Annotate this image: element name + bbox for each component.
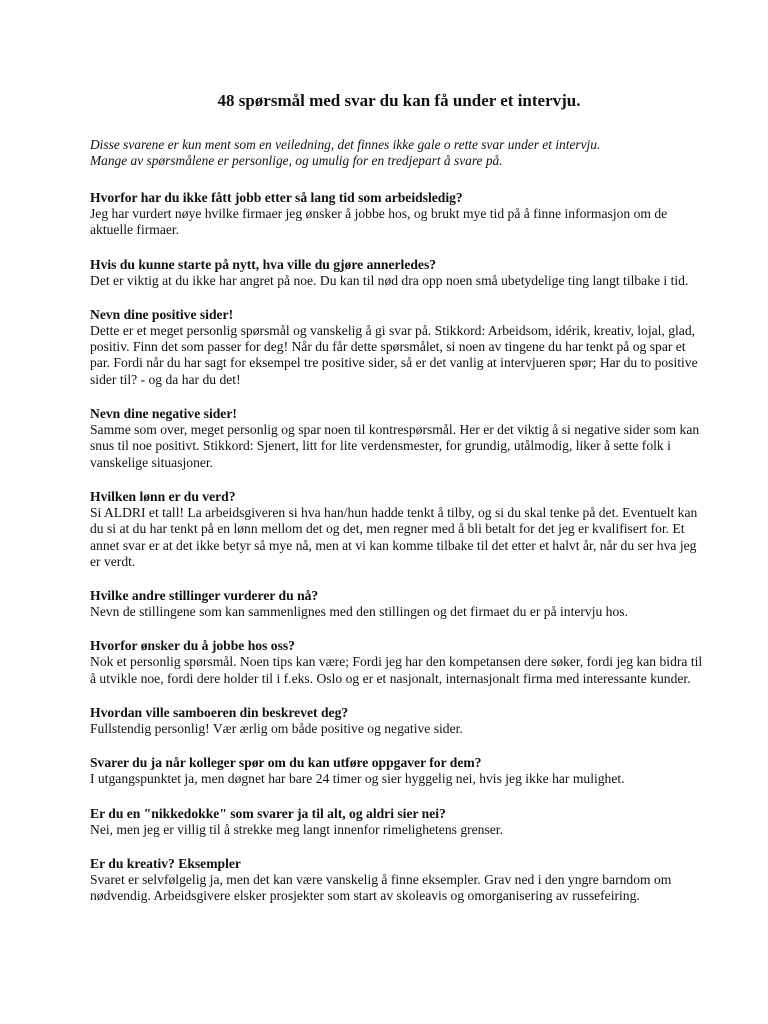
- answer: Dette er et meget personlig spørsmål og vanskelig å gi svar på. Stikkord: Arbeidsom, idérik, kreativ, lojal, glad, positiv. Finn det som passer for deg! Når du får dette spørsmålet, si noen av tingene du har tenkt på og spar et par. Fordi når du har sagt for eksempel tre positive sider, så er det vanlig at intervjueren spør; Har du to positive sider til? - og da har du det!: [90, 322, 698, 387]
- qa-item: [90, 307, 708, 388]
- answer: Fullstendig personlig! Vær ærlig om både positive og negative sider.: [90, 721, 463, 737]
- qa-item: [90, 755, 708, 787]
- question: Hvordan ville samboeren din beskrevet deg?: [90, 705, 349, 721]
- question: Hvis du kunne starte på nytt, hva ville du gjøre annerledes?: [90, 256, 437, 272]
- qa-item: [90, 588, 708, 620]
- question: Svarer du ja når kolleger spør om du kan utføre oppgaver for dem?: [90, 755, 482, 771]
- answer: Nok et personlig spørsmål. Noen tips kan være; Fordi jeg har den kompetansen dere søker, fordi jeg kan bidra til å utvikle noe, fordi dere holder til i f.eks. Oslo og er et nasjonalt, internasjonalt firma med interessante kunder.: [90, 654, 703, 686]
- qa-item: [90, 489, 708, 570]
- answer: Nei, men jeg er villig til å strekke meg langt innenfor rimelighetens grenser.: [90, 821, 503, 837]
- answer: Nevn de stillingene som kan sammenlignes med den stillingen og det firmaet du er på intervju hos.: [90, 604, 628, 620]
- qa-item: [90, 705, 708, 737]
- qa-item: [90, 856, 708, 905]
- answer: Det er viktig at du ikke har angret på noe. Du kan til nød dra opp noen små ubetydelige ting langt tilbake i tid.: [90, 272, 689, 288]
- qa-item: [90, 406, 708, 471]
- qa-item: [90, 638, 708, 687]
- question: Hvilken lønn er du verd?: [90, 488, 236, 504]
- question: Nevn dine negative sider!: [90, 406, 237, 422]
- qa-item: [90, 190, 708, 239]
- intro-line: Mange av spørsmålene er personlige, og umulig for en tredjepart å svare på.: [90, 153, 503, 168]
- question: Nevn dine positive sider!: [90, 306, 234, 322]
- question: Hvorfor ønsker du å jobbe hos oss?: [90, 638, 295, 654]
- question: Hvilke andre stillinger vurderer du nå?: [90, 588, 319, 604]
- answer: I utgangspunktet ja, men døgnet har bare 24 timer og sier hyggelig nei, hvis jeg ikke har mulighet.: [90, 771, 625, 787]
- document-title: 48 spørsmål med svar du kan få under et intervju.: [217, 91, 581, 110]
- intro-line: Disse svarene er kun ment som en veiledning, det finnes ikke gale o rette svar under et intervju.: [90, 137, 601, 152]
- intro-text: [90, 137, 708, 169]
- answer: Samme som over, meget personlig og spar noen til kontrespørsmål. Her er det viktig å si negative sider som kan snus til noe positivt. Stikkord: Sjenert, litt for lite verdensmester, for grundig, utålmodig, liker å sette folk i vanskelige situasjoner.: [90, 422, 700, 470]
- question: Er du kreativ? Eksempler: [90, 855, 241, 871]
- answer: Si ALDRI et tall! La arbeidsgiveren si hva han/hun hadde tenkt å tilby, og si du skal tenke på det. Eventuelt kan du si at du har tenkt på en lønn mellom det og det, men regner med å bli betalt for det jeg er kvalifisert for. Et annet svar er at det ikke betyr så mye nå, men at vi kan komme tilbake til det etter et halvt år, når du ser hva jeg er verdt.: [90, 504, 698, 569]
- answer: Jeg har vurdert nøye hvilke firmaer jeg ønsker å jobbe hos, og brukt mye tid på å finne informasjon om de aktuelle firmaer.: [90, 206, 668, 238]
- question: Hvorfor har du ikke fått jobb etter så lang tid som arbeidsledig?: [90, 190, 463, 205]
- qa-item: [90, 257, 708, 289]
- qa-item: [90, 806, 708, 838]
- answer: Svaret er selvfølgelig ja, men det kan være vanskelig å finne eksempler. Grav ned i den yngre barndom om nødvendig. Arbeidsgivere elsker prosjekter som start av skoleavis og omorganisering av russefeiring.: [90, 871, 672, 904]
- question: Er du en "nikkedokke" som svarer ja til alt, og aldri sier nei?: [90, 805, 446, 821]
